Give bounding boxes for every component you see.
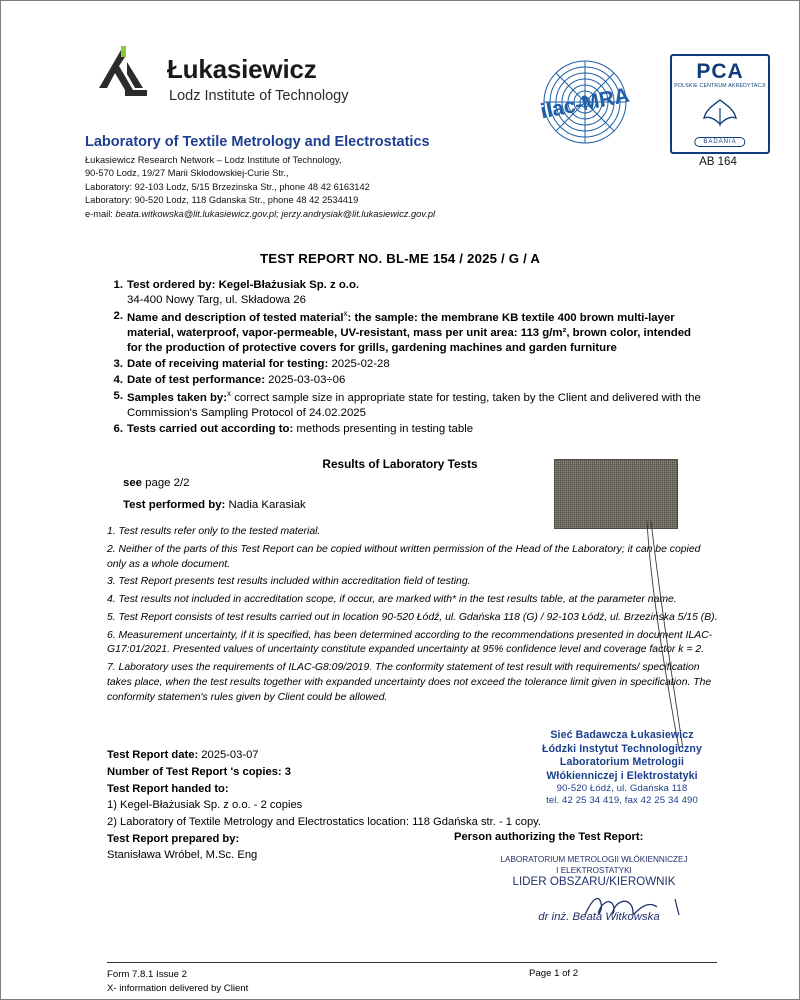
list-item <box>107 309 707 356</box>
svg-text:ilac-MRA: ilac-MRA <box>538 83 632 124</box>
note-item: 6. Measurement uncertainty, if it is specified, has been determined according to the recommendations presented in document ILAC-G17:01/2021. Presented values of uncertainty constitute expanded uncertainty at 95% confidence level and coverage factor k = 2. <box>107 629 713 656</box>
laboratory-address <box>85 154 435 221</box>
pca-eagle-icon <box>690 96 750 136</box>
test-performed-by-line <box>123 499 306 511</box>
item-number: 5. <box>113 390 123 403</box>
results-heading: Results of Laboratory Tests <box>322 457 478 471</box>
copies-value: 3 <box>281 765 291 778</box>
authorizing-org <box>454 854 734 876</box>
page-title: TEST REPORT NO. BL-ME 154 / 2025 / G / A <box>259 251 541 266</box>
report-date-value: 2025-03-07 <box>198 749 259 761</box>
stamp-line: 90-520 Łódź, ul. Gdańska 118 <box>556 783 688 795</box>
authorizing-org-line: LABORATORIUM METROLOGII WŁÓKIENNICZEJ <box>500 855 688 864</box>
item-label: Name and description of tested material <box>127 311 344 324</box>
note-item: 4. Test results not included in accreditation scope, if occur, are marked with* in the test results table, at the parameter name. <box>107 594 677 606</box>
see-label: see <box>123 477 143 489</box>
item-label: Test ordered by: <box>127 279 216 291</box>
item-value: Kegel-Błażusiak Sp. z o.o. <box>215 279 360 291</box>
stamp-line: Sieć Badawcza Łukasiewicz <box>550 729 694 741</box>
item-number: 1. <box>113 279 123 291</box>
authorizing-org-line: I ELEKTROSTATYKI <box>556 866 632 876</box>
item-number: 6. <box>113 423 123 436</box>
brand-name: Łukasiewicz <box>167 54 317 84</box>
item-label: Tests carried out according to: <box>127 423 294 436</box>
item-value: correct sample size in appropriate state for testing, taken by the Client and delivered with the Commission's Sampling Protocol of 24.02.2025 <box>127 391 701 419</box>
item-label: Samples taken by: <box>127 391 228 404</box>
see-value: page 2/2 <box>142 477 190 489</box>
item-number: 3. <box>113 358 123 371</box>
stamp-line: Włókienniczej i Elektrostatyki <box>546 769 698 782</box>
handed-to-item: 1) Kegel-Błażusiak Sp. z o.o. - 2 copies <box>107 799 303 812</box>
item-number: 4. <box>113 374 123 387</box>
note-item: 2. Neither of the parts of this Test Report can be copied without written permission of the Head of the Laboratory; it can be copied only as a whole document. <box>107 543 701 570</box>
pca-accreditation-logo <box>670 54 770 154</box>
item-label: Date of test performance: <box>127 374 265 387</box>
item-value: methods presenting in testing table <box>293 423 474 436</box>
copies-label: Number of Test Report 's copies: <box>107 765 282 778</box>
note-item: 1. Test results refer only to the tested material. <box>107 526 321 537</box>
email-label: e-mail: <box>85 208 113 219</box>
brand-subtitle: Lodz Institute of Technology <box>169 88 349 104</box>
address-line: 90-570 Lodz, 19/27 Marii Skłodowskiej-Curie Str., <box>85 168 289 179</box>
item-label: Date of receiving material for testing: <box>127 358 329 371</box>
stamp-line: tel. 42 25 34 419, fax 42 25 34 490 <box>546 795 698 807</box>
ilac-mra-logo-icon <box>525 58 645 146</box>
report-notes <box>107 525 721 708</box>
pca-title: PCA <box>696 60 744 83</box>
document-header <box>85 36 765 221</box>
note-item: 7. Laboratory uses the requirements of ILAC-G8:09/2019. The conformity statement of test result with requirements/ specification takes place, when the test results together with expanded uncertainty does not exceed the tolerance limit given in specification. The conformity statemen's rules given by Client could be allowed. <box>107 662 712 703</box>
report-date-line <box>107 747 541 764</box>
address-line: Laboratory: 90-520 Lodz, 118 Gdanska Str., phone 48 42 2534419 <box>85 195 359 206</box>
item-superscript: x <box>227 389 232 399</box>
list-item <box>107 357 707 372</box>
prepared-by-block <box>107 831 257 863</box>
handed-to-label: Test Report handed to: <box>107 782 229 795</box>
report-date-label: Test Report date: <box>107 749 199 761</box>
item-value: : the sample: the membrane KB textile 400 brown multi-layer material, waterproof, vapor-permeable, UV-resistant, mass per unit area: 113 g/m², brown color, intended for the production of protective covers for grills, gardening machines and garden furniture <box>127 311 691 354</box>
copies-line <box>107 764 541 781</box>
authorizing-person-label: Person authorizing the Test Report: <box>454 831 644 843</box>
performed-value: Nadia Karasiak <box>225 499 306 511</box>
note-item: 5. Test Report consists of test results carried out in location 90-520 Łódź, ul. Gdańska 118 (G) / 92-103 Łódź, ul. Brzezińska 5/15 (B). <box>107 611 718 623</box>
handed-to-item: 2) Laboratory of Textile Metrology and Electrostatics location: 118 Gdańska str. - 1 copy. <box>107 816 542 829</box>
material-sample-swatch <box>554 459 678 529</box>
list-item <box>107 389 707 421</box>
laboratory-stamp <box>517 729 727 808</box>
lukasiewicz-logo <box>85 36 385 131</box>
lukasiewicz-logo-icon <box>95 44 157 106</box>
see-page-line <box>123 477 190 489</box>
list-item <box>107 422 707 437</box>
x-note: X- information delivered by Client <box>107 983 249 995</box>
list-item <box>107 373 707 388</box>
document-sheet <box>19 11 781 995</box>
stamp-line: Łódzki Instytut Technologiczny <box>542 742 702 755</box>
item-sub: 34-400 Nowy Targ, ul. Składowa 26 <box>127 294 306 307</box>
stamp-line: Laboratorium Metrologii <box>559 756 685 769</box>
pca-badge: BADANIA <box>694 137 745 147</box>
pca-code: AB 164 <box>699 156 737 168</box>
performed-label: Test performed by: <box>123 499 226 511</box>
address-line: Laboratory: 92-103 Lodz, 5/15 Brzezinska Str., phone 48 42 6163142 <box>85 181 370 192</box>
email-value: beata.witkowska@lit.lukasiewicz.gov.pl; jerzy.andrysiak@lit.lukasiewicz.gov.pl <box>115 208 436 219</box>
report-footer-info <box>107 747 541 831</box>
prepared-by-name: Stanisława Wróbel, M.Sc. Eng <box>107 849 258 862</box>
list-item <box>107 278 707 308</box>
prepared-by-label: Test Report prepared by: <box>107 833 240 845</box>
item-number: 2. <box>113 310 123 323</box>
authorizing-name: dr inż. Beata Witkowska <box>538 911 660 923</box>
address-line: Łukasiewicz Research Network – Lodz Institute of Technology, <box>85 155 342 165</box>
email-line <box>85 208 435 221</box>
report-items-list <box>107 278 707 438</box>
item-value: 2025-03-03÷06 <box>264 374 346 387</box>
authorizing-role: LIDER OBSZARU/KIEROWNIK <box>512 875 676 888</box>
page-number: Page 1 of 2 <box>529 968 579 979</box>
footer-form-info <box>107 968 248 997</box>
footer-divider <box>107 962 717 963</box>
note-item: 3. Test Report presents test results included within accreditation field of testing. <box>107 576 471 588</box>
pca-subtitle: POLSKIE CENTRUM AKREDYTACJI <box>674 83 766 89</box>
item-value: 2025-02-28 <box>328 358 390 371</box>
laboratory-title: Laboratory of Textile Metrology and Electrostatics <box>85 134 430 150</box>
item-superscript: x <box>343 309 348 319</box>
form-number: Form 7.8.1 Issue 2 <box>107 969 187 980</box>
